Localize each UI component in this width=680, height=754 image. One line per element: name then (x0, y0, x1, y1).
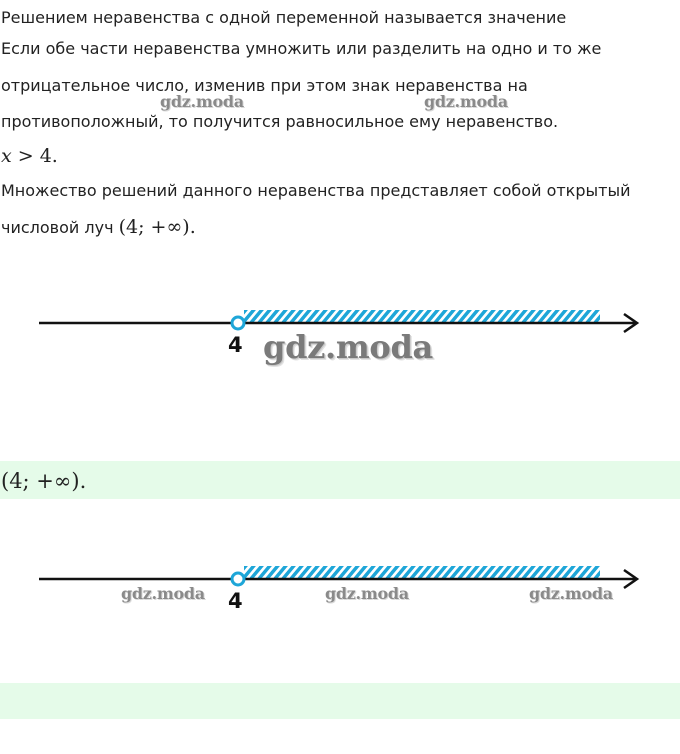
text-line-4: противоположный, то получится равносильное ему неравенство. (1, 112, 559, 131)
watermark-line2-right: gdz.moda (529, 584, 613, 603)
watermark-line2-left: gdz.moda (121, 584, 205, 603)
answer-highlight (0, 461, 680, 499)
text-line-3: отрицательное число, изменив при этом знак неравенства на (1, 76, 528, 95)
watermark-text-left: gdz.moda (160, 92, 244, 111)
text-line-7 (1, 214, 196, 240)
point-label: 4 (228, 333, 243, 357)
inequality-rest: > 4. (11, 145, 58, 167)
text-line-7-interval: (4; +∞). (118, 216, 196, 238)
text-line-6: Множество решений данного неравенства представляет собой открытый (1, 181, 631, 200)
inequality (1, 144, 58, 168)
text-line-1: Решением неравенства с одной переменной называется значение (1, 8, 567, 27)
watermark-line2-center: gdz.moda (325, 584, 409, 603)
bottom-highlight (0, 683, 680, 719)
watermark-big: gdz.moda (263, 328, 433, 366)
open-point (232, 317, 244, 329)
solution-hatching (244, 566, 600, 578)
inequality-variable: x (1, 145, 12, 167)
watermark-text-right: gdz.moda (424, 92, 508, 111)
solution-hatching (244, 310, 600, 322)
answer-text: (4; +∞). (1, 469, 87, 493)
text-line-2: Если обе части неравенства умножить или разделить на одно и то же (1, 39, 602, 58)
text-line-7-words: числовой луч (1, 218, 119, 237)
point-label: 4 (228, 589, 243, 613)
open-point (232, 573, 244, 585)
